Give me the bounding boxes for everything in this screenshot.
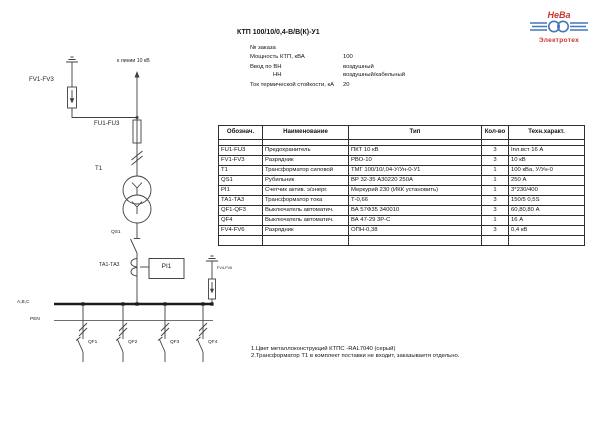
table-row [219, 196, 585, 206]
table-cell: QF4 [219, 216, 263, 226]
table-cell: ВА 47-29 3Р-С [349, 216, 482, 226]
table-cell: 150/5 0,5S [509, 196, 585, 206]
table-cell: Т1 [219, 166, 263, 176]
arrow-up-icon [135, 71, 140, 78]
table-row [219, 146, 585, 156]
hv-main-line [132, 71, 143, 176]
equipment-table [218, 125, 585, 246]
label-fv1-fv3: FV1-FV3 [29, 76, 54, 83]
spec-label: НН [273, 72, 282, 78]
table-row [219, 186, 585, 196]
label-qf1: QF1 [88, 340, 98, 345]
col-header-type: Тип [349, 126, 482, 140]
label-t1: Т1 [95, 165, 103, 172]
label-qf4: QF4 [208, 340, 218, 345]
breaker-symbol [118, 340, 124, 353]
label-qs1: QS1 [111, 230, 121, 235]
label-pi1: PI1 [161, 263, 172, 270]
label-bus-pen: PEN [30, 317, 40, 322]
col-header-tech: Техн.характ. [509, 126, 585, 140]
note-2: 2.Трансформатор Т1 в комплект поставки не входит, заказываетя отдельно. [251, 353, 460, 360]
table-cell: ТМГ 100/10/,04-У/Ун-0-У1 [349, 166, 482, 176]
label-ta1-ta3: ТА1-ТА3 [99, 262, 120, 268]
table-row [219, 226, 585, 236]
table-row [219, 206, 585, 216]
spec-value: 100 [343, 54, 353, 60]
breaker-symbol [78, 340, 84, 353]
table-header-row [219, 126, 585, 140]
spec-label: Мощность КТП, кВА [250, 54, 305, 60]
table-cell: 16 А [509, 216, 585, 226]
order-specs [250, 45, 480, 93]
label-fv4-fv6: FV4-FV6 [217, 266, 233, 270]
table-cell: 1 [482, 186, 509, 196]
table-cell: ПКТ 10 кВ [349, 146, 482, 156]
lv-busbar [54, 302, 214, 320]
table-cell: 1 [482, 176, 509, 186]
table-cell: Трансформатор тока [263, 196, 349, 206]
table-cell: QF1-QF3 [219, 206, 263, 216]
table-cell: Разрядник [263, 156, 349, 166]
spec-row [250, 64, 374, 70]
page-title: КТП 100/10/0,4-В/В(К)-У1 [237, 29, 320, 36]
col-header-ref: Обознач. [219, 126, 263, 140]
lv-arrester-branch [206, 256, 218, 303]
table-cell: 60,80,80 А [509, 206, 585, 216]
company-logo [527, 11, 591, 45]
table-cell: 1 [482, 166, 509, 176]
table-cell: 10 кВ [509, 156, 585, 166]
junction-dot [136, 116, 139, 119]
table-cell: Выключатель автоматич. [263, 216, 349, 226]
current-transformer-symbol [131, 259, 149, 277]
spec-label: Ток термической стойкости, кА [250, 82, 335, 88]
table-cell: ВА 57Ф35 340010 [349, 206, 482, 216]
spec-value: воздушный [343, 64, 374, 70]
feeder-qf3 [158, 305, 169, 362]
table-cell: ОПН-0,38 [349, 226, 482, 236]
spec-row [250, 82, 350, 88]
table-cell: Трансформатор силовой [263, 166, 349, 176]
feeder-qf2 [116, 305, 127, 362]
parts-table-body [219, 146, 585, 236]
spec-value: 20 [343, 82, 350, 88]
spec-label: Ввод по ВН [250, 64, 282, 70]
table-cell: 3*230/400 [509, 186, 585, 196]
table-cell: Счетчик актив. э/энерг. [263, 186, 349, 196]
table-cell: 3 [482, 206, 509, 216]
table-cell: QS1 [219, 176, 263, 186]
ground-icon [66, 57, 78, 62]
table-cell: Рубильник [263, 176, 349, 186]
junction-dot [210, 302, 213, 305]
table-cell: FV1-FV3 [219, 156, 263, 166]
junction-dot [135, 302, 138, 305]
feeder-qf1 [76, 305, 87, 362]
table-cell: 3 [482, 156, 509, 166]
logo-subname: Электротех [538, 37, 580, 45]
hv-arrester-branch [66, 57, 137, 118]
breaker-symbol [198, 340, 204, 353]
table-cell: 3 [482, 146, 509, 156]
note-1: 1.Цвет металлоконструкций КТПС -RAL7040 (серый) [251, 346, 396, 352]
table-cell: 3 [482, 226, 509, 236]
table-cell: PI1 [219, 186, 263, 196]
table-cell: 0,4 кВ [509, 226, 585, 236]
table-row [219, 166, 585, 176]
wye-winding-icon [132, 202, 142, 215]
logo-transformer-icon [530, 20, 588, 33]
lv-main-line [131, 223, 141, 303]
table-row [219, 216, 585, 226]
table-cell: FV4-FV6 [219, 226, 263, 236]
spec-value: воздушный/кабельный [343, 72, 406, 78]
logo-name: НеВа [547, 10, 571, 20]
ground-icon [206, 256, 218, 261]
table-cell: Предохранитель [263, 146, 349, 156]
table-cell: Разрядник [263, 226, 349, 236]
spec-row [250, 72, 405, 78]
notes [251, 346, 459, 360]
table-cell: ТА1-ТА3 [219, 196, 263, 206]
table-cell: Т-0,66 [349, 196, 482, 206]
table-row [219, 176, 585, 186]
table-cell: ВР 32-35 А30220 250А [349, 176, 482, 186]
table-cell: 250 А [509, 176, 585, 186]
breaker-symbol [160, 340, 166, 353]
col-header-name: Наименование [263, 126, 349, 140]
table-cell: 100 кВа, У/Ун-0 [509, 166, 585, 176]
table-row [219, 156, 585, 166]
table-cell: Выключатель автоматич. [263, 206, 349, 216]
disconnect-switch-symbol [131, 239, 138, 253]
table-cell: РВО-10 [349, 156, 482, 166]
spec-row [250, 45, 343, 51]
spec-row [250, 54, 353, 60]
feeder-qf4 [196, 305, 207, 362]
table-cell: 3 [482, 196, 509, 206]
table-cell: FU1-FU3 [219, 146, 263, 156]
table-empty-row [219, 236, 585, 246]
table-cell: 1 [482, 216, 509, 226]
label-fu1-fu3: FU1-FU3 [94, 120, 120, 127]
table-cell: Меркурий 230 (ИКК установить) [349, 186, 482, 196]
table-cell: Iпл.вст 16 А [509, 146, 585, 156]
spec-label: № заказа [250, 45, 276, 51]
label-line-10kv: к линии 10 кВ [117, 58, 150, 64]
col-header-qty: Кол-во [482, 126, 509, 140]
label-qf3: QF3 [170, 340, 180, 345]
label-bus-abc: А,В,С [17, 300, 30, 305]
label-qf2: QF2 [128, 340, 138, 345]
transformer-symbol [123, 176, 151, 223]
wye-winding-icon [132, 183, 142, 196]
